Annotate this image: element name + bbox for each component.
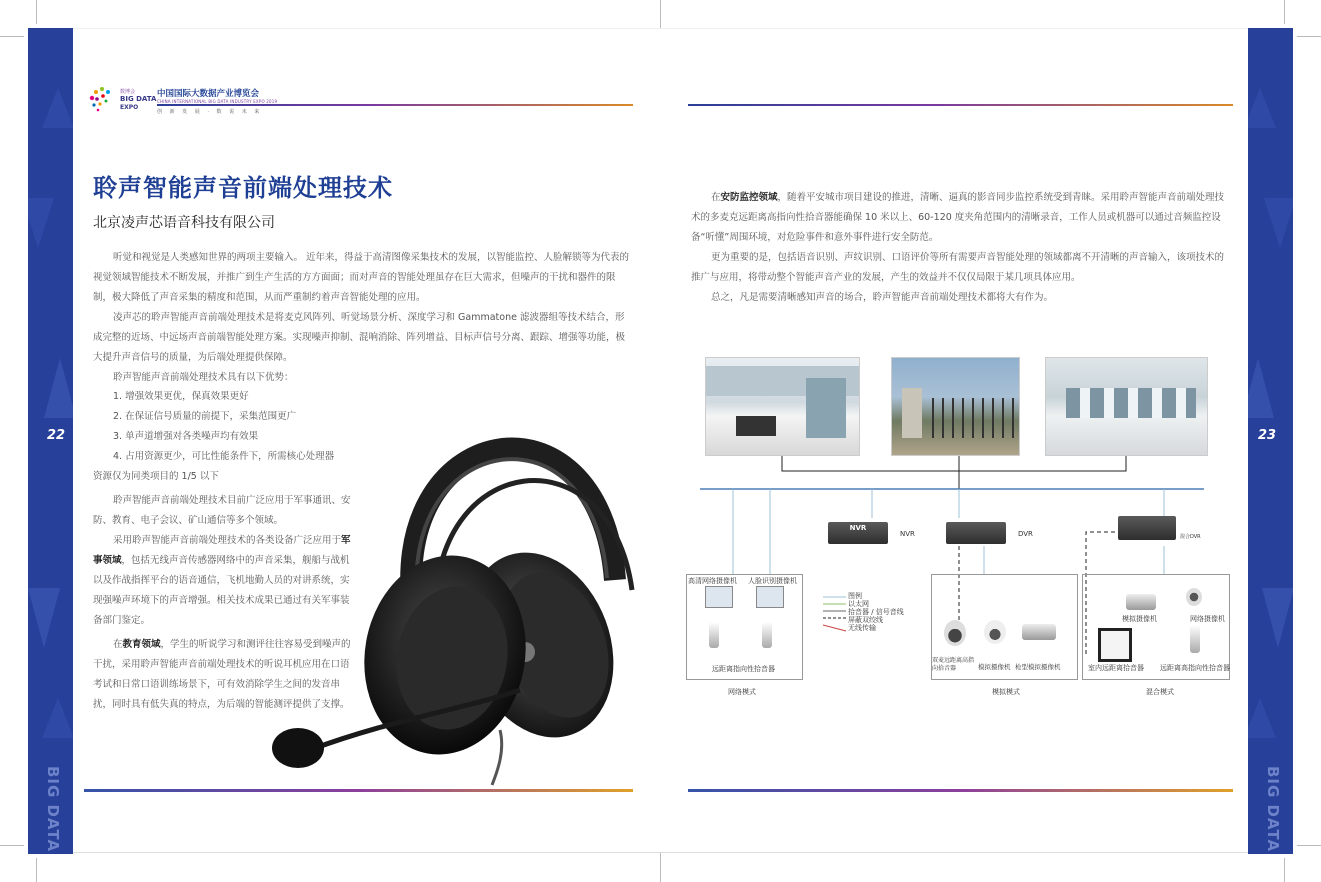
logo-cn-small: 数博会 bbox=[120, 89, 136, 95]
logo-title: 中国国际大数据产业博览会 bbox=[157, 89, 260, 99]
advantage-continuation: 资源仅为同类项目的 1/5 以下 bbox=[93, 471, 219, 482]
crop-mark bbox=[1284, 858, 1285, 882]
legend-item: 以太网 bbox=[848, 600, 869, 608]
photo-detail bbox=[806, 378, 846, 438]
hex-decoration bbox=[1248, 698, 1276, 738]
highlight-term: 安防监控领域 bbox=[720, 192, 778, 203]
crop-mark bbox=[1297, 845, 1321, 846]
hex-decoration bbox=[1248, 88, 1276, 128]
analog-camera-icon bbox=[1126, 594, 1156, 610]
crop-mark bbox=[36, 858, 37, 882]
logo-slogan: 创 新 发 展 · 数 说 未 来 bbox=[157, 109, 263, 115]
hex-decoration bbox=[42, 698, 73, 738]
headset-image bbox=[270, 390, 640, 790]
right-text bbox=[691, 188, 1233, 308]
mode-label: 混合模式 bbox=[1146, 688, 1174, 696]
network-camera-icon bbox=[1186, 588, 1202, 606]
crop-mark bbox=[36, 0, 37, 24]
paragraph-text: 在 bbox=[711, 192, 721, 203]
paragraph-text: ，包括无线声音传感器网络中的声音采集，舰船与战机以及作战指挥平台的语音通信，飞机地勤人员的对讲系统，实现强噪声环境下的声音增强。相关技术成果已通过有关军事装备部门鉴定。 bbox=[93, 555, 350, 626]
legend-title: 图例 bbox=[848, 592, 862, 600]
legend-item: 屏蔽双绞线 bbox=[848, 616, 883, 624]
crop-mark bbox=[0, 36, 24, 37]
camera-label: 枪型模拟摄像机 bbox=[1015, 663, 1061, 671]
footer-divider bbox=[84, 789, 633, 792]
hex-decoration bbox=[28, 588, 60, 648]
crop-mark bbox=[660, 852, 661, 882]
camera-icon bbox=[705, 586, 733, 608]
dvr-label: DVR bbox=[1018, 530, 1033, 538]
highlight-term: 军事领域 bbox=[93, 535, 351, 566]
camera-label: 模拟摄像机 bbox=[978, 663, 1011, 671]
microphone-icon bbox=[1190, 625, 1200, 653]
hex-decoration bbox=[1248, 358, 1274, 418]
page-edge bbox=[28, 28, 1293, 29]
advantage-item: 3. 单声道增强对各类噪声均有效果 bbox=[113, 431, 259, 442]
photo-detail bbox=[1066, 388, 1196, 418]
hex-decoration bbox=[1264, 198, 1293, 248]
photo-detail bbox=[902, 388, 922, 438]
hybrid-dvr-label: 混合DVR bbox=[1180, 534, 1201, 540]
footer-divider bbox=[688, 789, 1233, 792]
counter-photo bbox=[1045, 357, 1208, 456]
header-divider bbox=[157, 104, 633, 106]
bullet-camera-icon bbox=[1022, 624, 1056, 640]
paragraph-text: ，随着平安城市项目建设的推进，清晰、逼真的影音同步监控系统受到青睐。采用聆声智能声音前端处理技术的多麦克远距离高指向性拾音器能确保 10 米以上、60-120 度夹角范围内的清晰录音，工作人员或机器可以通过音频监控设备“听懂”周围环境，对危险事件和意外事件进行安全防范。 bbox=[691, 192, 1225, 243]
microphone-icon bbox=[709, 622, 719, 648]
logo-subtitle: CHINA INTERNATIONAL BIG DATA INDUSTRY EXPO 2019 bbox=[157, 99, 278, 104]
side-text: BIG DATA bbox=[1264, 765, 1283, 853]
paragraph: 听觉和视觉是人类感知世界的两项主要输入。 近年来，得益于高清图像采集技术的发展，以智能监控、人脸解锁等为代表的视觉领域智能技术不断发展，并推广到生产生活的方方面面；而对声音的智能处理虽存在巨大需求，但噪声的干扰和器件的限制，极大降低了声音采集的精度和范围，从而严重制约着声音智能处理的应用。 bbox=[93, 252, 630, 303]
microphone-icon bbox=[762, 622, 772, 648]
photo-detail bbox=[932, 398, 1017, 438]
hex-decoration bbox=[42, 88, 73, 128]
paragraph-text: 在 bbox=[113, 639, 123, 650]
paragraph: 总之，凡是需要清晰感知声音的场合，聆声智能声音前端处理技术都将大有作为。 bbox=[711, 292, 1054, 303]
advantage-item: 2. 在保证信号质量的前提下，采集范围更广 bbox=[113, 411, 297, 422]
advantage-item: 4. 占用资源更少，可比性能条件下，所需核心处理器 bbox=[113, 451, 335, 462]
side-text: BIG DATA bbox=[44, 765, 63, 853]
right-sidebar bbox=[1248, 28, 1293, 854]
indoor-microphone-icon bbox=[1098, 628, 1132, 662]
hybrid-dvr-device-icon bbox=[1118, 516, 1176, 540]
dome-camera-icon bbox=[944, 620, 966, 646]
hall-photo bbox=[705, 357, 860, 456]
camera-label: 高清网络摄像机 bbox=[688, 577, 737, 585]
header-divider bbox=[688, 104, 1233, 106]
mode-label: 网络模式 bbox=[728, 688, 756, 696]
paragraph-text: ，学生的听说学习和测评往往容易受到噪声的干扰，采用聆声智能声音前端处理技术的听说耳机应用在口语考试和日常口语训练场景下，可有效消除学生之间的发音串扰，同时具有低失真的特点，为后端的智能测评提供了支撑。 bbox=[93, 639, 351, 710]
paragraph-text: 采用聆声智能声音前端处理技术的各类设备广泛应用于 bbox=[113, 535, 342, 546]
page-edge bbox=[28, 852, 1293, 853]
microphone-label: 远距离指向性拾音器 bbox=[712, 665, 775, 673]
page-number: 22 bbox=[47, 428, 66, 443]
application-paragraph: 聆声智能声音前端处理技术目前广泛应用于军事通讯、安防、教育、电子会议、矿山通信等多个领域。 bbox=[93, 495, 351, 526]
logo-brand2: EXPO bbox=[120, 104, 139, 111]
dome-camera-icon bbox=[984, 620, 1006, 644]
microphone-label: 双麦远距离高指向拾音器 bbox=[932, 657, 975, 672]
hex-decoration bbox=[44, 358, 73, 418]
expo-logo-icon bbox=[86, 84, 118, 114]
photo-detail bbox=[736, 416, 776, 436]
camera-label: 人脸识别摄像机 bbox=[748, 577, 797, 585]
highlight-term: 教育领域 bbox=[122, 639, 161, 650]
device-label: NVR bbox=[849, 524, 867, 532]
security-paragraph bbox=[691, 188, 1233, 248]
paragraph: 更为重要的是，包括语音识别、声纹识别、口语评价等所有需要声音智能处理的领域都离不开清晰的声音输入，该项技术的推广与应用，将带动整个智能声音产业的发展，产生的效益并不仅仅局限于某几项具体应用。 bbox=[691, 252, 1225, 283]
paragraph: 聆声智能声音前端处理技术具有以下优势： bbox=[113, 372, 294, 383]
camera-icon bbox=[756, 586, 784, 608]
dvr-device-icon bbox=[946, 522, 1006, 544]
camera-label: 模拟摄像机 bbox=[1122, 615, 1157, 623]
intro-text bbox=[93, 248, 633, 388]
left-sidebar bbox=[28, 28, 73, 854]
legend-item: 拾音器 / 信号音线 bbox=[848, 608, 904, 616]
camera-label: 网络摄像机 bbox=[1190, 615, 1225, 623]
hex-decoration bbox=[28, 198, 54, 248]
crop-mark bbox=[1297, 36, 1321, 37]
page-number: 23 bbox=[1258, 428, 1277, 443]
microphone-label: 远距离高指向性拾音器 bbox=[1160, 664, 1230, 672]
crop-mark bbox=[660, 0, 661, 28]
crop-mark bbox=[0, 845, 24, 846]
hex-decoration bbox=[1262, 588, 1293, 648]
advantage-item: 1. 增强效果更优，保真效果更好 bbox=[113, 391, 249, 402]
paragraph: 凌声芯的聆声智能声音前端处理技术是将麦克风阵列、听觉场景分析、深度学习和 Gammatone 滤波器组等技术结合，形成完整的近场、中远场声音前端智能处理方案。实现噪声抑制、混响消除、阵列增益、目标声信号分离、跟踪、增强等功能，极大提升声音信号的质量，为后端处理提供保障。 bbox=[93, 312, 626, 363]
nvr-label: NVR bbox=[900, 530, 915, 538]
legend-item: 无线传输 bbox=[848, 624, 876, 632]
article-title: 聆声智能声音前端处理技术 bbox=[93, 174, 393, 202]
logo-brand: BIG DATA bbox=[120, 95, 157, 103]
microphone-label: 室内远距离拾音器 bbox=[1088, 664, 1144, 672]
crop-mark bbox=[1284, 0, 1285, 24]
fence-photo bbox=[891, 357, 1020, 456]
mode-label: 模拟模式 bbox=[992, 688, 1020, 696]
company-name: 北京凌声芯语音科技有限公司 bbox=[93, 215, 275, 231]
nvr-device-icon bbox=[828, 522, 888, 544]
